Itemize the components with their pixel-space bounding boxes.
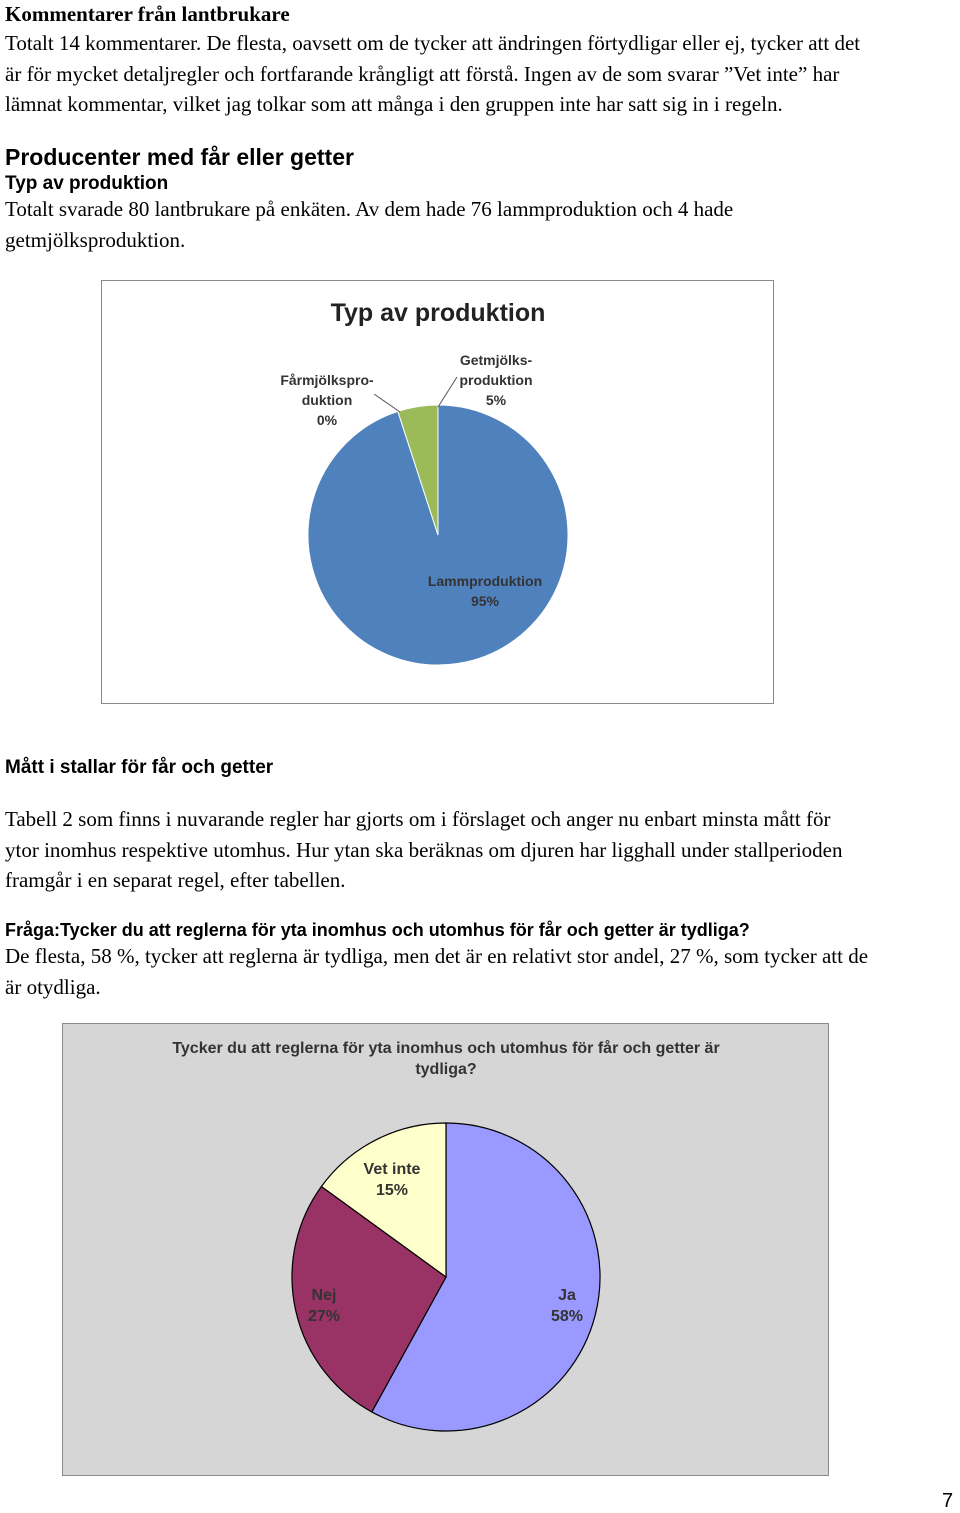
slice-label: Getmjölks-produktion 5% [459, 352, 533, 408]
section-heading-comments: Kommentarer från lantbrukare [5, 2, 290, 26]
paragraph-line: getmjölksproduktion. [5, 227, 186, 252]
slice-label: Vet inte 15% [363, 1161, 421, 1199]
measurements-paragraph [5, 804, 842, 896]
question-heading: Fråga:Tycker du att reglerna för yta inomhus och utomhus för får och getter är tydliga? [5, 920, 750, 940]
paragraph-line: lämnat kommentar, vilket jag tolkar som att många i den gruppen inte har satt sig in i regeln. [5, 92, 783, 116]
slice-label: Lammproduktion 95% [427, 573, 543, 609]
section-heading-measurements: Mått i stallar för får och getter [5, 757, 274, 778]
chart-clarity-question [62, 1023, 829, 1476]
paragraph-line: framgår i en separat regel, efter tabellen. [5, 868, 346, 892]
paragraph-line: Totalt 14 kommentarer. De flesta, oavsett om de tycker att ändringen förtydligar eller ej, tycker att det [5, 31, 861, 55]
leader-line [438, 377, 457, 407]
subheading-production-type: Typ av produktion [5, 173, 169, 194]
comments-paragraph [5, 28, 860, 120]
question-paragraph [5, 941, 868, 1002]
slice-label: Fårmjölkspro-duktion 0% [280, 372, 374, 428]
chart-title: Tycker du att reglerna för yta inomhus och utomhus för får och getter är tydliga? [172, 1040, 720, 1078]
paragraph-line: Tabell 2 som finns i nuvarande regler har gjorts om i förslaget och anger nu enbart minsta mått för [5, 807, 831, 831]
page-number: 7 [942, 1490, 954, 1512]
section-heading-producers: Producenter med får eller getter [5, 144, 354, 170]
paragraph-line: ytor inomhus respektive utomhus. Hur ytan ska beräknas om djuren har ligghall under stallperioden [5, 837, 843, 862]
producers-paragraph [5, 194, 733, 255]
chart-production-type [101, 280, 774, 704]
paragraph-line: är otydliga. [5, 974, 101, 999]
leader-line [374, 394, 400, 412]
paragraph-line: De flesta, 58 %, tycker att reglerna är tydliga, men det är en relativt stor andel, 27 %, som tycker att de [5, 944, 869, 968]
chart-title: Typ av produktion [330, 299, 546, 327]
slice-label: Ja 58% [550, 1287, 584, 1325]
slice-label: Nej 27% [307, 1287, 341, 1325]
pie-chart-production-type [102, 281, 773, 703]
paragraph-line: Totalt svarade 80 lantbrukare på enkäten. Av dem hade 76 lammproduktion och 4 hade [5, 197, 734, 221]
pie-chart-clarity-question [63, 1024, 828, 1475]
paragraph-line: är för mycket detaljregler och fortfarande krångligt att förstå. Ingen av de som svarar ”Vet inte” har [5, 61, 840, 86]
